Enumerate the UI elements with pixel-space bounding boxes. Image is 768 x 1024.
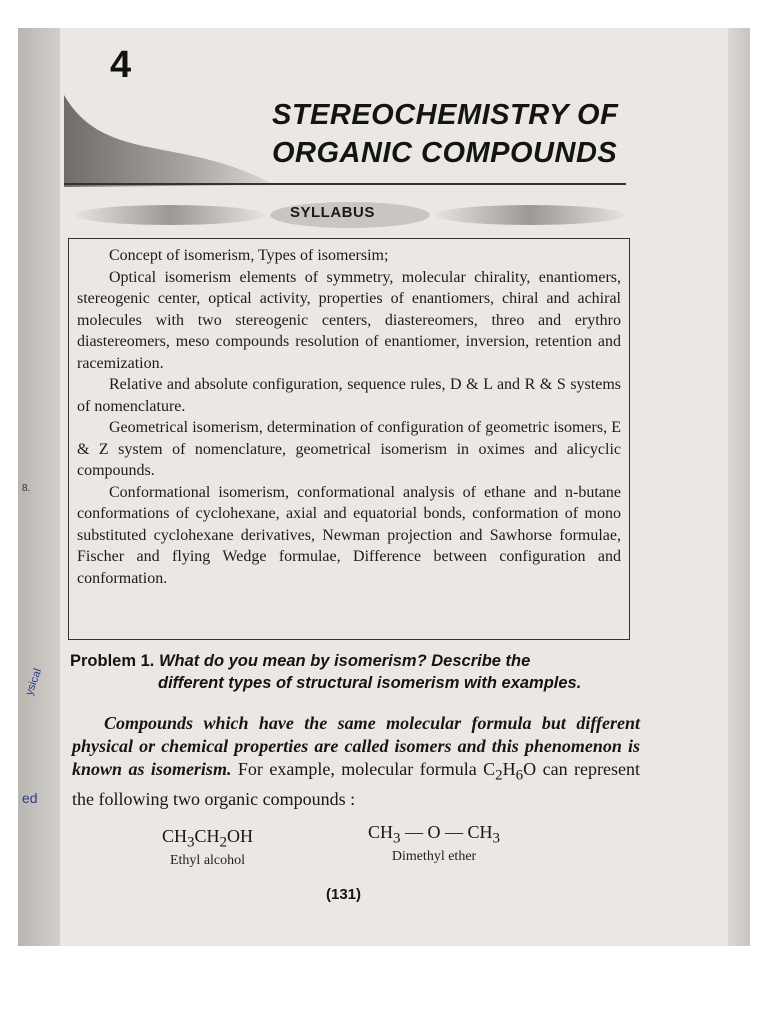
problem-question: different types of structural isomerism with examples. (158, 674, 582, 692)
problem-question: What do you mean by isomerism? Describe the (158, 652, 531, 670)
margin-note-handwritten: ysical (23, 667, 45, 697)
chapter-title-line: STEREOCHEMISTRY OF (272, 99, 619, 131)
syllabus-paragraph: Geometrical isomerism, determination of configuration of geometric isomers, E & Z system of nomenclature, geometrical isomerism in oximes and alicyclic compounds. (77, 419, 621, 479)
problem-label: Problem 1. (70, 652, 155, 670)
compound-name: Ethyl alcohol (169, 852, 246, 868)
compound-examples (72, 822, 632, 876)
compound-dimethyl-ether (368, 822, 500, 865)
problem-heading (70, 650, 640, 694)
syllabus-box (68, 238, 630, 640)
margin-note-number: 8. (22, 483, 31, 494)
title-rule (64, 183, 626, 185)
example-text: can represent the following two organic compounds : (72, 759, 641, 809)
chapter-title (272, 96, 642, 172)
isomer-definition: Compounds which have the same molecular formula but different physical or chemical properties are called isomers and this phenomenon is known as isomerism. (72, 713, 640, 779)
syllabus-heading: SYLLABUS (290, 204, 375, 221)
syllabus-paragraph: Optical isomerism elements of symmetry, molecular chirality, enantiomers, stereogenic center, optical activity, properties of enantiomers, chiral and achiral molecules with two stereogenic centers, diastereomers, threo and erythro diastereomers, meso compounds resolution of enantiomer, inversion, retention and racemization. (77, 268, 621, 372)
page-edge-shadow (728, 28, 750, 946)
header-swoosh-decoration (64, 95, 274, 187)
answer-paragraph (72, 712, 640, 811)
example-formula: $C_2H_6O$ (483, 759, 537, 784)
syllabus-paragraph: Concept of isomerism, Types of isomersim; (109, 247, 389, 264)
margin-note-handwritten: ed (22, 790, 38, 806)
compound-ethyl-alcohol (162, 826, 253, 869)
compound-formula: $CH_3CH_2OH$ (162, 826, 254, 851)
syllabus-paragraph: Conformational isomerism, conformational analysis of ethane and n-butane conformations of cyclohexane, axial and equatorial bonds, conformation of mono substituted cyclohexane derivatives, Newman projection and Sawhorse formulae, Fischer and flying Wedge formulae, Difference between configuration and conformation. (77, 483, 621, 587)
chapter-number: 4 (110, 44, 132, 86)
page-number: (131) (326, 886, 362, 903)
chapter-title-line: ORGANIC COMPOUNDS (272, 137, 618, 169)
compound-formula: $CH_3$ — O — $CH_3$ (368, 822, 501, 847)
syllabus-paragraph: Relative and absolute configuration, sequence rules, D & L and R & S systems of nomenclature. (77, 376, 621, 415)
example-text: For example, molecular formula (237, 759, 477, 779)
compound-name: Dimethyl ether (391, 848, 477, 864)
